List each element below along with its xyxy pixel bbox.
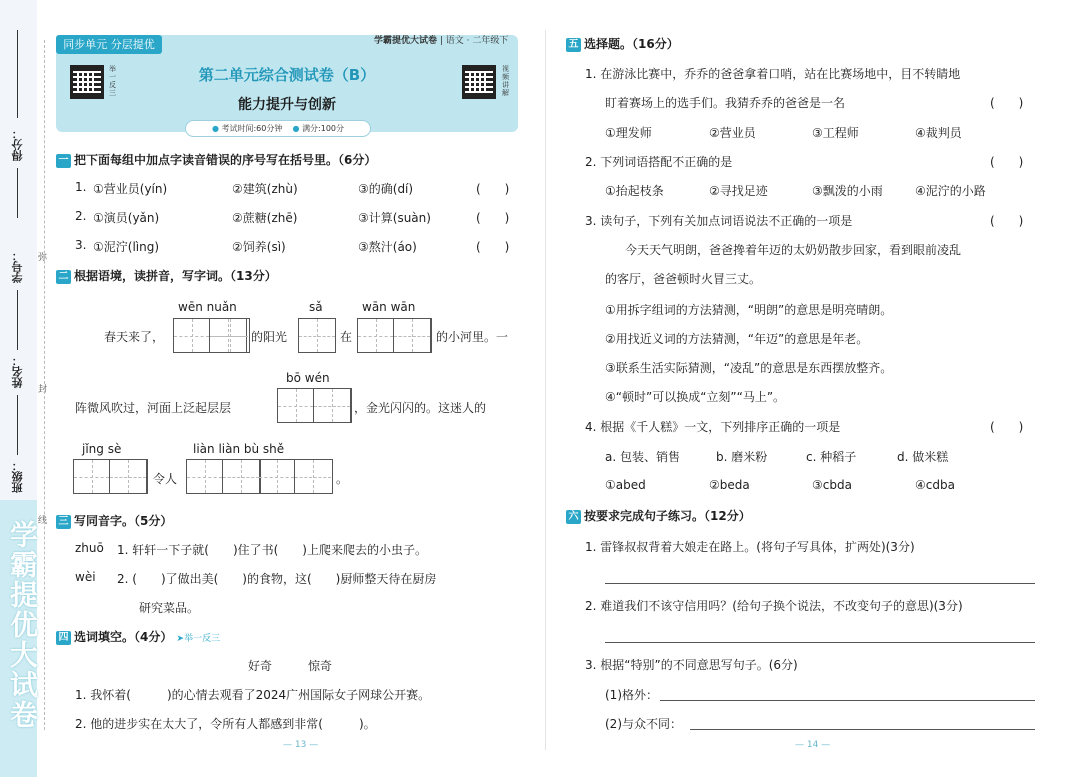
s5-q3-opt4: ④“顿时”可以换成“立刻”“马上”。 bbox=[605, 390, 786, 404]
section-6-heading bbox=[566, 507, 751, 524]
pinyin-bowen: bō wén bbox=[286, 371, 330, 385]
score-icon: ● bbox=[292, 124, 300, 133]
s5-q4-item-d: d. 做米糕 bbox=[897, 450, 949, 464]
exam-time: 考试时间:60分钟 bbox=[221, 124, 283, 133]
s5-q4-item-b: b. 磨米粉 bbox=[716, 450, 768, 464]
s5-q2: 2. 下列词语搭配不正确的是 bbox=[585, 155, 733, 169]
qr-code-right bbox=[462, 65, 496, 99]
s6-q2-answer-line[interactable] bbox=[605, 642, 1035, 643]
s1-q2-number: 2. bbox=[75, 209, 87, 223]
s6-q3-1-answer-line[interactable] bbox=[660, 700, 1035, 701]
section-1-heading bbox=[56, 151, 376, 168]
writing-grid-wanwan-2[interactable] bbox=[394, 318, 432, 353]
s1-q1-option-b: ②建筑(zhù) bbox=[232, 182, 298, 196]
page-number-left: — 13 — bbox=[283, 740, 319, 750]
s5-q1-line1: 1. 在游泳比赛中，乔乔的爸爸拿着口哨，站在比赛场地中，目不转睛地 bbox=[585, 67, 961, 81]
s5-q3-passage-1: 今天天气明朗，爸爸搀着年迈的太奶奶散步回家，看到眼前凌乱 bbox=[625, 243, 962, 257]
s5-q2-opt2: ②寻找足迹 bbox=[709, 184, 768, 198]
s5-q1-opt4: ④裁判员 bbox=[915, 126, 962, 140]
s4-q2: 2. 他的进步实在太大了，令所有人都感到非常( )。 bbox=[75, 717, 376, 731]
section-1-number: 一 bbox=[56, 154, 71, 168]
s6-q3: 3. 根据“特别”的不同意思写句子。(6分) bbox=[585, 658, 798, 672]
score-line bbox=[17, 30, 18, 118]
s2-text-5: 阵微风吹过，河面上泛起层层 bbox=[75, 401, 232, 415]
brand-watermark: 学霸提优大试卷 bbox=[6, 520, 39, 730]
class-label: 班级： bbox=[11, 460, 24, 493]
pinyin-sa: sǎ bbox=[309, 300, 323, 314]
s6-q3-1-label: (1)格外： bbox=[605, 688, 658, 702]
s2-text-6: ，金光闪闪的。这迷人的 bbox=[354, 401, 487, 415]
full-score: 满分:100分 bbox=[302, 124, 345, 133]
pinyin-jingse: jǐng sè bbox=[82, 442, 122, 456]
s2-text-8: 。 bbox=[336, 472, 349, 486]
s5-q3-opt3: ③联系生活实际猜测，“凌乱”的意思是东西摆放整齐。 bbox=[605, 361, 893, 375]
s5-q1-opt1: ①理发师 bbox=[605, 126, 652, 140]
qr-caption-right: 视频讲解 bbox=[502, 65, 509, 97]
section-6-title: 按要求完成句子练习。（12分） bbox=[584, 509, 751, 523]
writing-grid-bowen-2[interactable] bbox=[314, 388, 352, 423]
s4-q1: 1. 我怀着( )的心情去观看了2024广州国际女子网球公开赛。 bbox=[75, 688, 431, 702]
s1-q3-option-a: ①泥泞(lìng) bbox=[93, 240, 160, 254]
section-6-number: 六 bbox=[566, 510, 581, 524]
section-4-heading bbox=[56, 628, 220, 645]
pinyin-lianlianbushe: liàn liàn bù shě bbox=[193, 442, 285, 456]
section-2-title: 根据语境，读拼音，写字词。（13分） bbox=[74, 269, 277, 283]
pinyin-wanwan: wān wān bbox=[362, 300, 416, 314]
s2-text-2: 的阳光 bbox=[251, 330, 288, 344]
section-4-title: 选词填空。（4分） bbox=[74, 630, 173, 644]
section-2-number: 二 bbox=[56, 270, 71, 284]
s5-q4-opt3: ③cbda bbox=[812, 478, 852, 492]
s5-q1-line2: 盯着赛场上的选手们。我猜乔乔的爸爸是一名 bbox=[605, 96, 846, 110]
s6-q3-2-answer-line[interactable] bbox=[690, 729, 1035, 730]
section-4-number: 四 bbox=[56, 631, 71, 645]
s5-q2-opt3: ③飘泼的小雨 bbox=[812, 184, 883, 198]
s5-q3-opt1: ①用拆字组词的方法猜测，“明朗”的意思是明亮晴朗。 bbox=[605, 303, 893, 317]
s3-q2: 2. ( )了做出美( )的食物，这( )厨师整天待在厨房 bbox=[117, 572, 437, 586]
seal-dashed-line bbox=[44, 40, 45, 730]
s6-q1: 1. 雷锋叔叔背着大娘走在路上。(将句子写具体，扩两处)(3分) bbox=[585, 540, 915, 554]
s5-q3-passage-2: 的客厅，爸爸顿时火冒三丈。 bbox=[605, 272, 762, 286]
s5-q2-answer[interactable]: ( ) bbox=[990, 155, 1024, 169]
section-1-title: 把下面每组中加点字读音错误的序号写在括号里。（6分） bbox=[74, 153, 377, 167]
running-header-brand: 学霸提优大试卷 bbox=[374, 36, 438, 46]
section-3-title: 写同音字。（5分） bbox=[74, 514, 173, 528]
running-header: 学霸提优大试卷 | 语文 · 二年级下 bbox=[374, 36, 509, 46]
s5-q3: 3. 读句子，下列有关加点词语说法不正确的一项是 bbox=[585, 214, 853, 228]
s3-q1: 1. 轩轩一下子就( )住了书( )上爬来爬去的小虫子。 bbox=[117, 543, 427, 557]
s1-q1-answer[interactable]: ( ) bbox=[476, 182, 510, 196]
s5-q1-opt2: ②营业员 bbox=[709, 126, 756, 140]
s5-q4-opt1: ①abed bbox=[605, 478, 646, 492]
s4-word-bank: 好奇 惊奇 bbox=[248, 659, 333, 673]
student-id-line bbox=[17, 290, 18, 350]
section-3-heading bbox=[56, 512, 172, 529]
s5-q4-item-a: a. 包装、销售 bbox=[605, 450, 680, 464]
divider-line bbox=[17, 168, 18, 218]
s1-q2-answer[interactable]: ( ) bbox=[476, 211, 510, 225]
writing-grid-sa[interactable] bbox=[298, 318, 336, 353]
s1-q1-number: 1. bbox=[75, 180, 87, 194]
seal-char-2: 封 bbox=[38, 385, 48, 395]
s5-q4-answer[interactable]: ( ) bbox=[990, 420, 1024, 434]
page-number-right: — 14 — bbox=[795, 740, 831, 750]
s6-q1-answer-line[interactable] bbox=[605, 583, 1035, 584]
exam-info bbox=[185, 120, 371, 137]
writing-grid-wennuan-2[interactable] bbox=[212, 318, 250, 353]
s5-q2-opt4: ④泥泞的小路 bbox=[915, 184, 986, 198]
s2-text-1: 春天来了， bbox=[104, 330, 165, 344]
writing-grid-lianlian-2[interactable] bbox=[223, 459, 261, 494]
name-line bbox=[17, 395, 18, 455]
running-header-subject: 语文 · 二年级下 bbox=[445, 36, 509, 46]
s3-q2-cont: 研究菜品。 bbox=[139, 601, 200, 615]
writing-grid-jingse-2[interactable] bbox=[110, 459, 148, 494]
s1-q3-option-c: ③熬汁(áo) bbox=[358, 240, 417, 254]
s5-q4: 4. 根据《千人糕》一文，下列排序正确的一项是 bbox=[585, 420, 841, 434]
section-4-tag: ➤举一反三 bbox=[176, 634, 221, 644]
s2-text-3: 在 bbox=[340, 330, 353, 344]
s6-q3-2-label: (2)与众不同： bbox=[605, 717, 682, 731]
section-3-number: 三 bbox=[56, 515, 71, 529]
page-fold bbox=[545, 30, 546, 750]
s2-text-4: 的小河里。一 bbox=[436, 330, 509, 344]
s5-q2-opt1: ①抬起枝条 bbox=[605, 184, 664, 198]
s1-q2-option-b: ②蔗糖(zhē) bbox=[232, 211, 298, 225]
s2-text-7: 令人 bbox=[153, 472, 178, 486]
pinyin-wennuan: wēn nuǎn bbox=[178, 300, 237, 314]
s5-q4-item-c: c. 种稻子 bbox=[806, 450, 857, 464]
s1-q2-option-a: ①演员(yǎn) bbox=[93, 211, 160, 225]
s5-q1-answer[interactable]: ( ) bbox=[990, 96, 1024, 110]
s1-q2-option-c: ③计算(suàn) bbox=[358, 211, 431, 225]
writing-grid-bushe[interactable] bbox=[259, 459, 333, 494]
page-subtitle: 能力提升与创新 bbox=[238, 97, 336, 113]
s1-q3-option-b: ②饲养(sì) bbox=[232, 240, 286, 254]
page-title: 第二单元综合测试卷（B） bbox=[198, 66, 376, 84]
seal-char-3: 线 bbox=[38, 516, 48, 526]
s5-q4-opt2: ②beda bbox=[709, 478, 750, 492]
s5-q3-answer[interactable]: ( ) bbox=[990, 214, 1024, 228]
s3-pinyin-zhuo: zhuō bbox=[75, 541, 104, 555]
s5-q4-opt4: ④cdba bbox=[915, 478, 955, 492]
clock-icon: ● bbox=[211, 124, 219, 133]
section-5-heading bbox=[566, 35, 679, 52]
section-5-title: 选择题。（16分） bbox=[584, 37, 679, 51]
s3-pinyin-wei: wèi bbox=[75, 570, 96, 584]
s5-q3-opt2: ②用找近义词的方法猜测，“年迈”的意思是年老。 bbox=[605, 332, 869, 346]
section-5-number: 五 bbox=[566, 38, 581, 52]
header-tag: 同步单元 分层提优 bbox=[56, 35, 162, 54]
s6-q2: 2. 难道我们不该守信用吗？(给句子换个说法，不改变句子的意思)(3分) bbox=[585, 599, 963, 613]
s1-q3-number: 3. bbox=[75, 238, 87, 252]
s5-q1-opt3: ③工程师 bbox=[812, 126, 859, 140]
name-label: 姓名： bbox=[11, 355, 24, 388]
s1-q1-option-a: ①营业员(yín) bbox=[93, 182, 168, 196]
student-id-label: 学号： bbox=[11, 250, 24, 283]
qr-caption-left: 举一反三 bbox=[109, 65, 116, 97]
score-label: 得分： bbox=[11, 128, 24, 161]
section-2-heading bbox=[56, 267, 277, 284]
s1-q1-option-c: ③的确(dí) bbox=[358, 182, 414, 196]
seal-char-1: 弥 bbox=[38, 253, 48, 263]
s1-q3-answer[interactable]: ( ) bbox=[476, 240, 510, 254]
